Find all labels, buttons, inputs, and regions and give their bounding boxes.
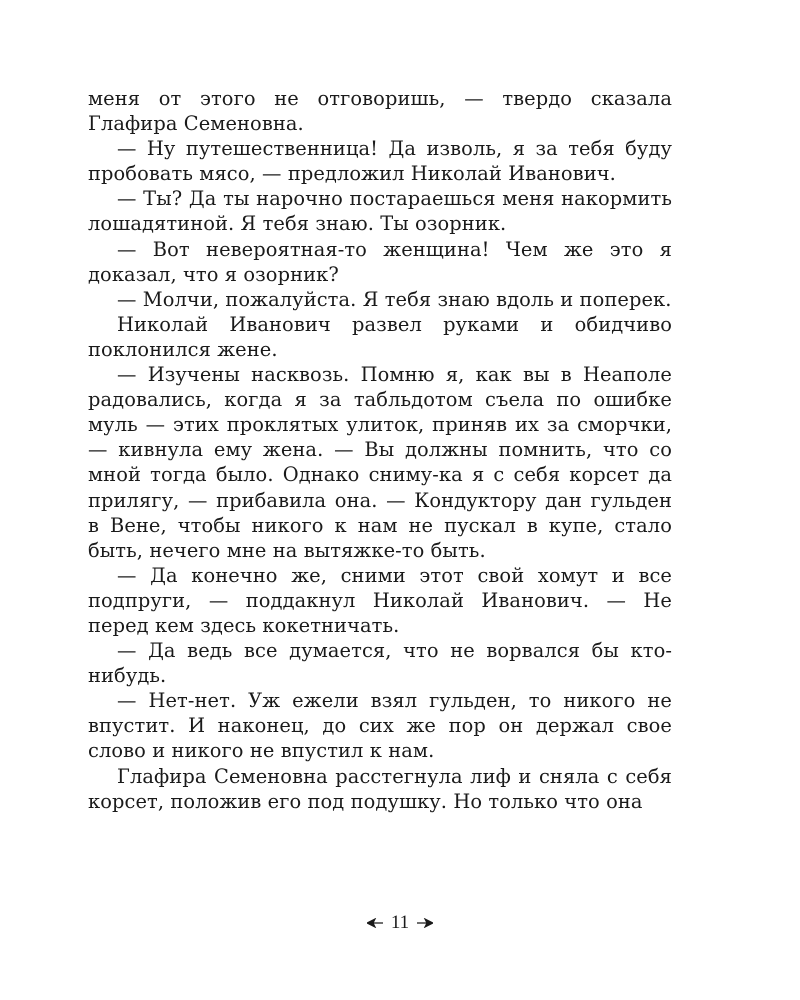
body-text [88,86,672,814]
paragraph-3: — Ты? Да ты нарочно постараешься меня накормить лошадятиной. Я тебя знаю. Ты озорник. [88,187,672,236]
paragraph-7: — Изучены насквозь. Помню я, как вы в Неаполе радовались, когда я за табльдотом съела по ошибке муль — этих проклятых улиток, приняв их за сморчки, — кивнула ему жена. — Вы должны помнить, что со мной тогда было. Однако сниму-ка я с себя корсет да прилягу, — прибавила она. — Кондуктору дан гульден в Вене, чтобы никого к нам не пускал в купе, стало быть, нечего мне на вытяжке-то быть. [88,363,672,562]
paragraph-5: — Молчи, пожалуйста. Я тебя знаю вдоль и поперек. [117,287,672,311]
page-footer [0,912,800,934]
paragraph-2: — Ну путешественница! Да изволь, я за тебя буду пробовать мясо, — предложил Николай Иванович. [88,137,672,186]
paragraph-10: — Нет-нет. Уж ежели взял гульден, то никого не впустит. И наконец, до сих же пор он держал свое слово и никого не впустил к нам. [88,689,672,763]
paragraph-11: Глафира Семеновна расстегнула лиф и сняла с себя корсет, положив его под подушку. Но только что она [88,764,672,813]
left-arrow-ornament-icon [367,918,383,928]
paragraph-6: Николай Иванович развел руками и обидчиво поклонился жене. [88,312,672,361]
right-arrow-ornament-icon [417,918,433,928]
paragraph-1: меня от этого не отговоришь, — твердо сказала Глафира Семеновна. [88,87,672,136]
paragraph-9: — Да ведь все думается, что не ворвался бы кто-нибудь. [88,639,672,688]
paragraph-4: — Вот невероятная-то женщина! Чем же это я доказал, что я озорник? [88,237,672,286]
paragraph-8: — Да конечно же, сними этот свой хомут и все подпруги, — поддакнул Николай Иванович. — Не перед кем здесь кокетничать. [88,563,672,637]
page-number: 11 [390,912,410,933]
